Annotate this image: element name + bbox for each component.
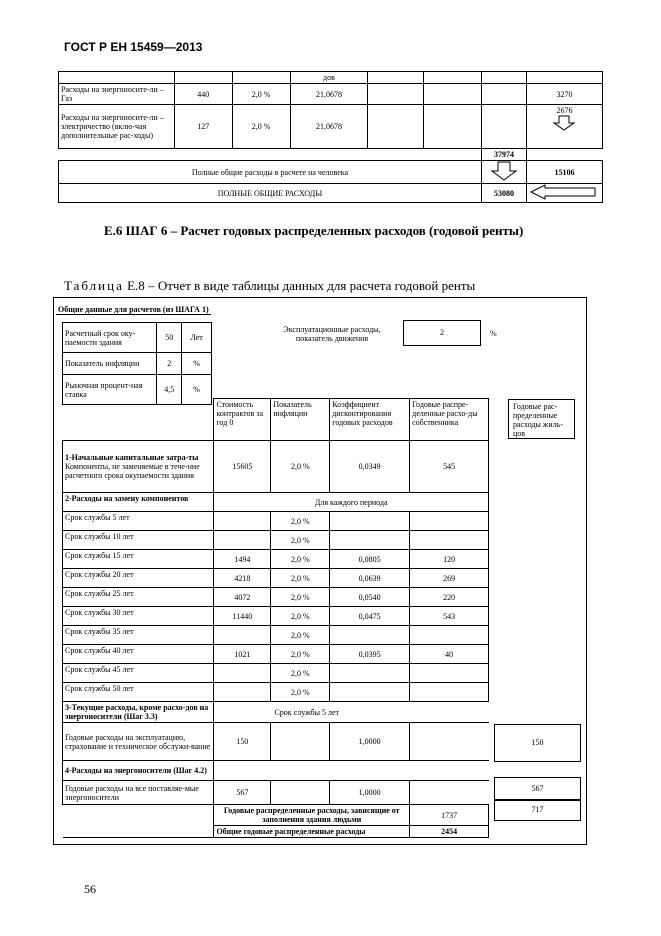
row-inflation: 2,0 %: [271, 512, 330, 531]
row-annual: 220: [410, 588, 489, 607]
section3-tenant: 150: [531, 738, 544, 747]
electricity-factor: 21,0678: [290, 105, 368, 149]
params-table: [62, 322, 212, 405]
table-row: [63, 683, 489, 702]
row-annual: 40: [410, 645, 489, 664]
gas-amount: 440: [174, 84, 232, 105]
table-row: [63, 531, 489, 550]
row-discount: 0,0395: [330, 645, 410, 664]
row-inflation: 2,0 %: [271, 664, 330, 683]
per-person-label: Полные общие расходы в расчете на человека: [59, 161, 482, 184]
tenant-header-text: Годовые рас-пределенные расходы жиль-цов: [513, 402, 564, 438]
payback-period-unit: Лет: [182, 323, 212, 353]
row-cost: [214, 664, 271, 683]
row-inflation: 2,0 %: [271, 683, 330, 702]
row-inflation: 2,0 %: [271, 569, 330, 588]
section4-title: 4-Расходы на энергоносители (Шаг 4.2): [63, 761, 214, 781]
caption-number: Е.8: [127, 278, 145, 293]
row-inflation: 2,0 %: [271, 588, 330, 607]
per-person-value: 15106: [526, 161, 602, 184]
section1-subtitle: Компоненты, не заменяемые в тече-ние расчетного срока окупаемости здания: [65, 462, 200, 480]
row-label: Срок службы 10 лет: [63, 531, 214, 550]
row-cost: [214, 512, 271, 531]
section3-discount: 1,0000: [330, 723, 410, 761]
inflation-value: 2: [157, 353, 182, 375]
occupancy-tenant-box: [494, 799, 581, 821]
per-person-arrow-cell: [482, 161, 527, 184]
row-label: Срок службы 5 лет: [63, 512, 214, 531]
row-discount: 0,0540: [330, 588, 410, 607]
document-standard-header: ГОСТ Р ЕН 15459—2013: [64, 40, 203, 54]
carry-over-text: дов: [290, 72, 368, 84]
row-cost: 11440: [214, 607, 271, 626]
row-cost: 1494: [214, 550, 271, 569]
row-label: Срок службы 15 лет: [63, 550, 214, 569]
row-label: Срок службы 30 лет: [63, 607, 214, 626]
total-costs-label: ПОЛНЫЕ ОБЩИЕ РАСХОДЫ: [59, 184, 482, 203]
occupancy-costs-label: Годовые распределенные расходы, зависящие от заполнения здания людьми: [214, 805, 410, 826]
interest-rate-unit: %: [182, 375, 212, 405]
inflation-label: Показатель инфляции: [63, 353, 157, 375]
total-annual-value: 2454: [410, 826, 489, 838]
section3-tenant-box: [494, 724, 581, 762]
header-cost: Стоимость контрактов за год 0: [214, 399, 271, 441]
section1-title: 1-Начальные капитальные затра-ты: [65, 453, 199, 462]
total-annual-label: Общие годовые распределенные расходы: [214, 826, 410, 838]
row-discount: [330, 626, 410, 645]
row-discount: [330, 664, 410, 683]
section-title: Е.6 ШАГ 6 – Расчет годовых распределенных расходов (годовой ренты): [104, 223, 524, 238]
left-arrow-icon: [529, 184, 599, 200]
exploitation-value: 2: [440, 328, 444, 337]
gas-annual: 3270: [526, 84, 602, 105]
table-row: [63, 512, 489, 531]
section1-discount: 0,0349: [330, 441, 410, 493]
gas-cost-label: Расходы на энергоносите-ли – Газ: [59, 84, 175, 105]
caption-text: – Отчет в виде таблицы данных для расчета годовой ренты: [148, 278, 476, 293]
row-cost: [214, 531, 271, 550]
electricity-annual-cell: [526, 105, 602, 149]
row-discount: [330, 512, 410, 531]
interest-rate-label: Рыночная процент-ная ставка: [63, 375, 157, 405]
table-row: [63, 588, 489, 607]
section4-tenant: 567: [531, 784, 544, 793]
row-inflation: 2,0 %: [271, 607, 330, 626]
section4-tenant-box: [494, 777, 581, 801]
down-arrow-icon: [490, 161, 518, 181]
table-row: [63, 626, 489, 645]
row-inflation: 2,0 %: [271, 550, 330, 569]
table-row: [63, 607, 489, 626]
payback-period-label: Расчетный срок оку-паемости здания: [63, 323, 157, 353]
header-annual-owner: Годовые распре-деленные расхо-ды собственника: [410, 399, 489, 441]
row-discount: 0,0475: [330, 607, 410, 626]
section1-inflation: 2,0 %: [271, 441, 330, 493]
row-discount: 0,0639: [330, 569, 410, 588]
table-row: [63, 664, 489, 683]
occupancy-costs-tenant: 717: [531, 805, 544, 814]
exploitation-unit: %: [490, 329, 497, 338]
down-arrow-icon: [552, 115, 576, 131]
inflation-unit: %: [182, 353, 212, 375]
row-label: Срок службы 40 лет: [63, 645, 214, 664]
electricity-annual: 2676: [556, 106, 573, 115]
general-data-title: Общие данные для расчетов (из ШАГА 1): [58, 305, 209, 314]
row-cost: 4218: [214, 569, 271, 588]
section3-title: 3-Текущие расходы, кроме расхо-дов на энергоносители (Шаг 3.3): [63, 702, 214, 723]
row-annual: 269: [410, 569, 489, 588]
section1-cost: 15605: [214, 441, 271, 493]
gas-factor: 21,0678: [290, 84, 368, 105]
row-discount: [330, 531, 410, 550]
row-annual: 543: [410, 607, 489, 626]
electricity-rate: 2,0 %: [232, 105, 290, 149]
gas-rate: 2,0 %: [232, 84, 290, 105]
continuation-table: [58, 71, 603, 203]
payback-period-value: 50: [157, 323, 182, 353]
tenant-header: [508, 399, 575, 439]
table-caption: [64, 278, 475, 294]
section4-discount: 1,0000: [330, 781, 410, 805]
row-discount: [330, 683, 410, 702]
section3-subtitle: Годовые расходы на эксплуатацию, страхование и техническое обслужи-вание: [63, 723, 214, 761]
section2-title: 2-Расходы на замену компонентов: [63, 493, 214, 512]
row-annual: [410, 683, 489, 702]
row-discount: 0,0805: [330, 550, 410, 569]
row-label: Срок службы 20 лет: [63, 569, 214, 588]
page-number: 56: [84, 882, 96, 896]
exploitation-value-box: [403, 320, 481, 346]
row-cost: 4072: [214, 588, 271, 607]
electricity-cost-label: Расходы на энергоносите-ли – электричество (вклю-чая дополнительные рас-ходы): [59, 105, 175, 149]
table-row: [63, 645, 489, 664]
table-row: [63, 569, 489, 588]
row-annual: 120: [410, 550, 489, 569]
row-inflation: 2,0 %: [271, 531, 330, 550]
header-discount: Коэффициент дисконтирования годовых расходов: [330, 399, 410, 441]
section3-period-label: Срок службы 5 лет: [214, 702, 489, 723]
left-arrow-cell: [526, 184, 602, 203]
section4-cost: 567: [214, 781, 271, 805]
row-label: Срок службы 25 лет: [63, 588, 214, 607]
table-row: [63, 550, 489, 569]
row-inflation: 2,0 %: [271, 645, 330, 664]
total-costs-value: 53080: [482, 184, 527, 203]
row-cost: [214, 626, 271, 645]
header-inflation: Показатель инфляции: [271, 399, 330, 441]
section4-subtitle: Годовые расходы на все поставляе-мые энергоносители: [63, 781, 214, 805]
row-annual: [410, 531, 489, 550]
caption-prefix: Таблица: [64, 278, 124, 293]
section1-annual: 545: [410, 441, 489, 493]
row-label: Срок службы 50 лет: [63, 683, 214, 702]
row-label: Срок службы 35 лет: [63, 626, 214, 645]
subtotal-value: 37974: [482, 149, 527, 161]
occupancy-costs-owner: 1737: [410, 805, 489, 826]
section3-cost: 150: [214, 723, 271, 761]
row-annual: [410, 512, 489, 531]
electricity-amount: 127: [174, 105, 232, 149]
row-inflation: 2,0 %: [271, 626, 330, 645]
report-table: [62, 398, 489, 838]
row-label: Срок службы 45 лет: [63, 664, 214, 683]
row-cost: [214, 683, 271, 702]
row-annual: [410, 664, 489, 683]
exploitation-label: Эксплуатационные расходы, показатель движения: [283, 325, 381, 343]
section1-cell: [63, 441, 214, 493]
row-cost: 1021: [214, 645, 271, 664]
row-annual: [410, 626, 489, 645]
section2-period-label: Для каждого периода: [214, 493, 489, 512]
interest-rate-value: 4,5: [157, 375, 182, 405]
